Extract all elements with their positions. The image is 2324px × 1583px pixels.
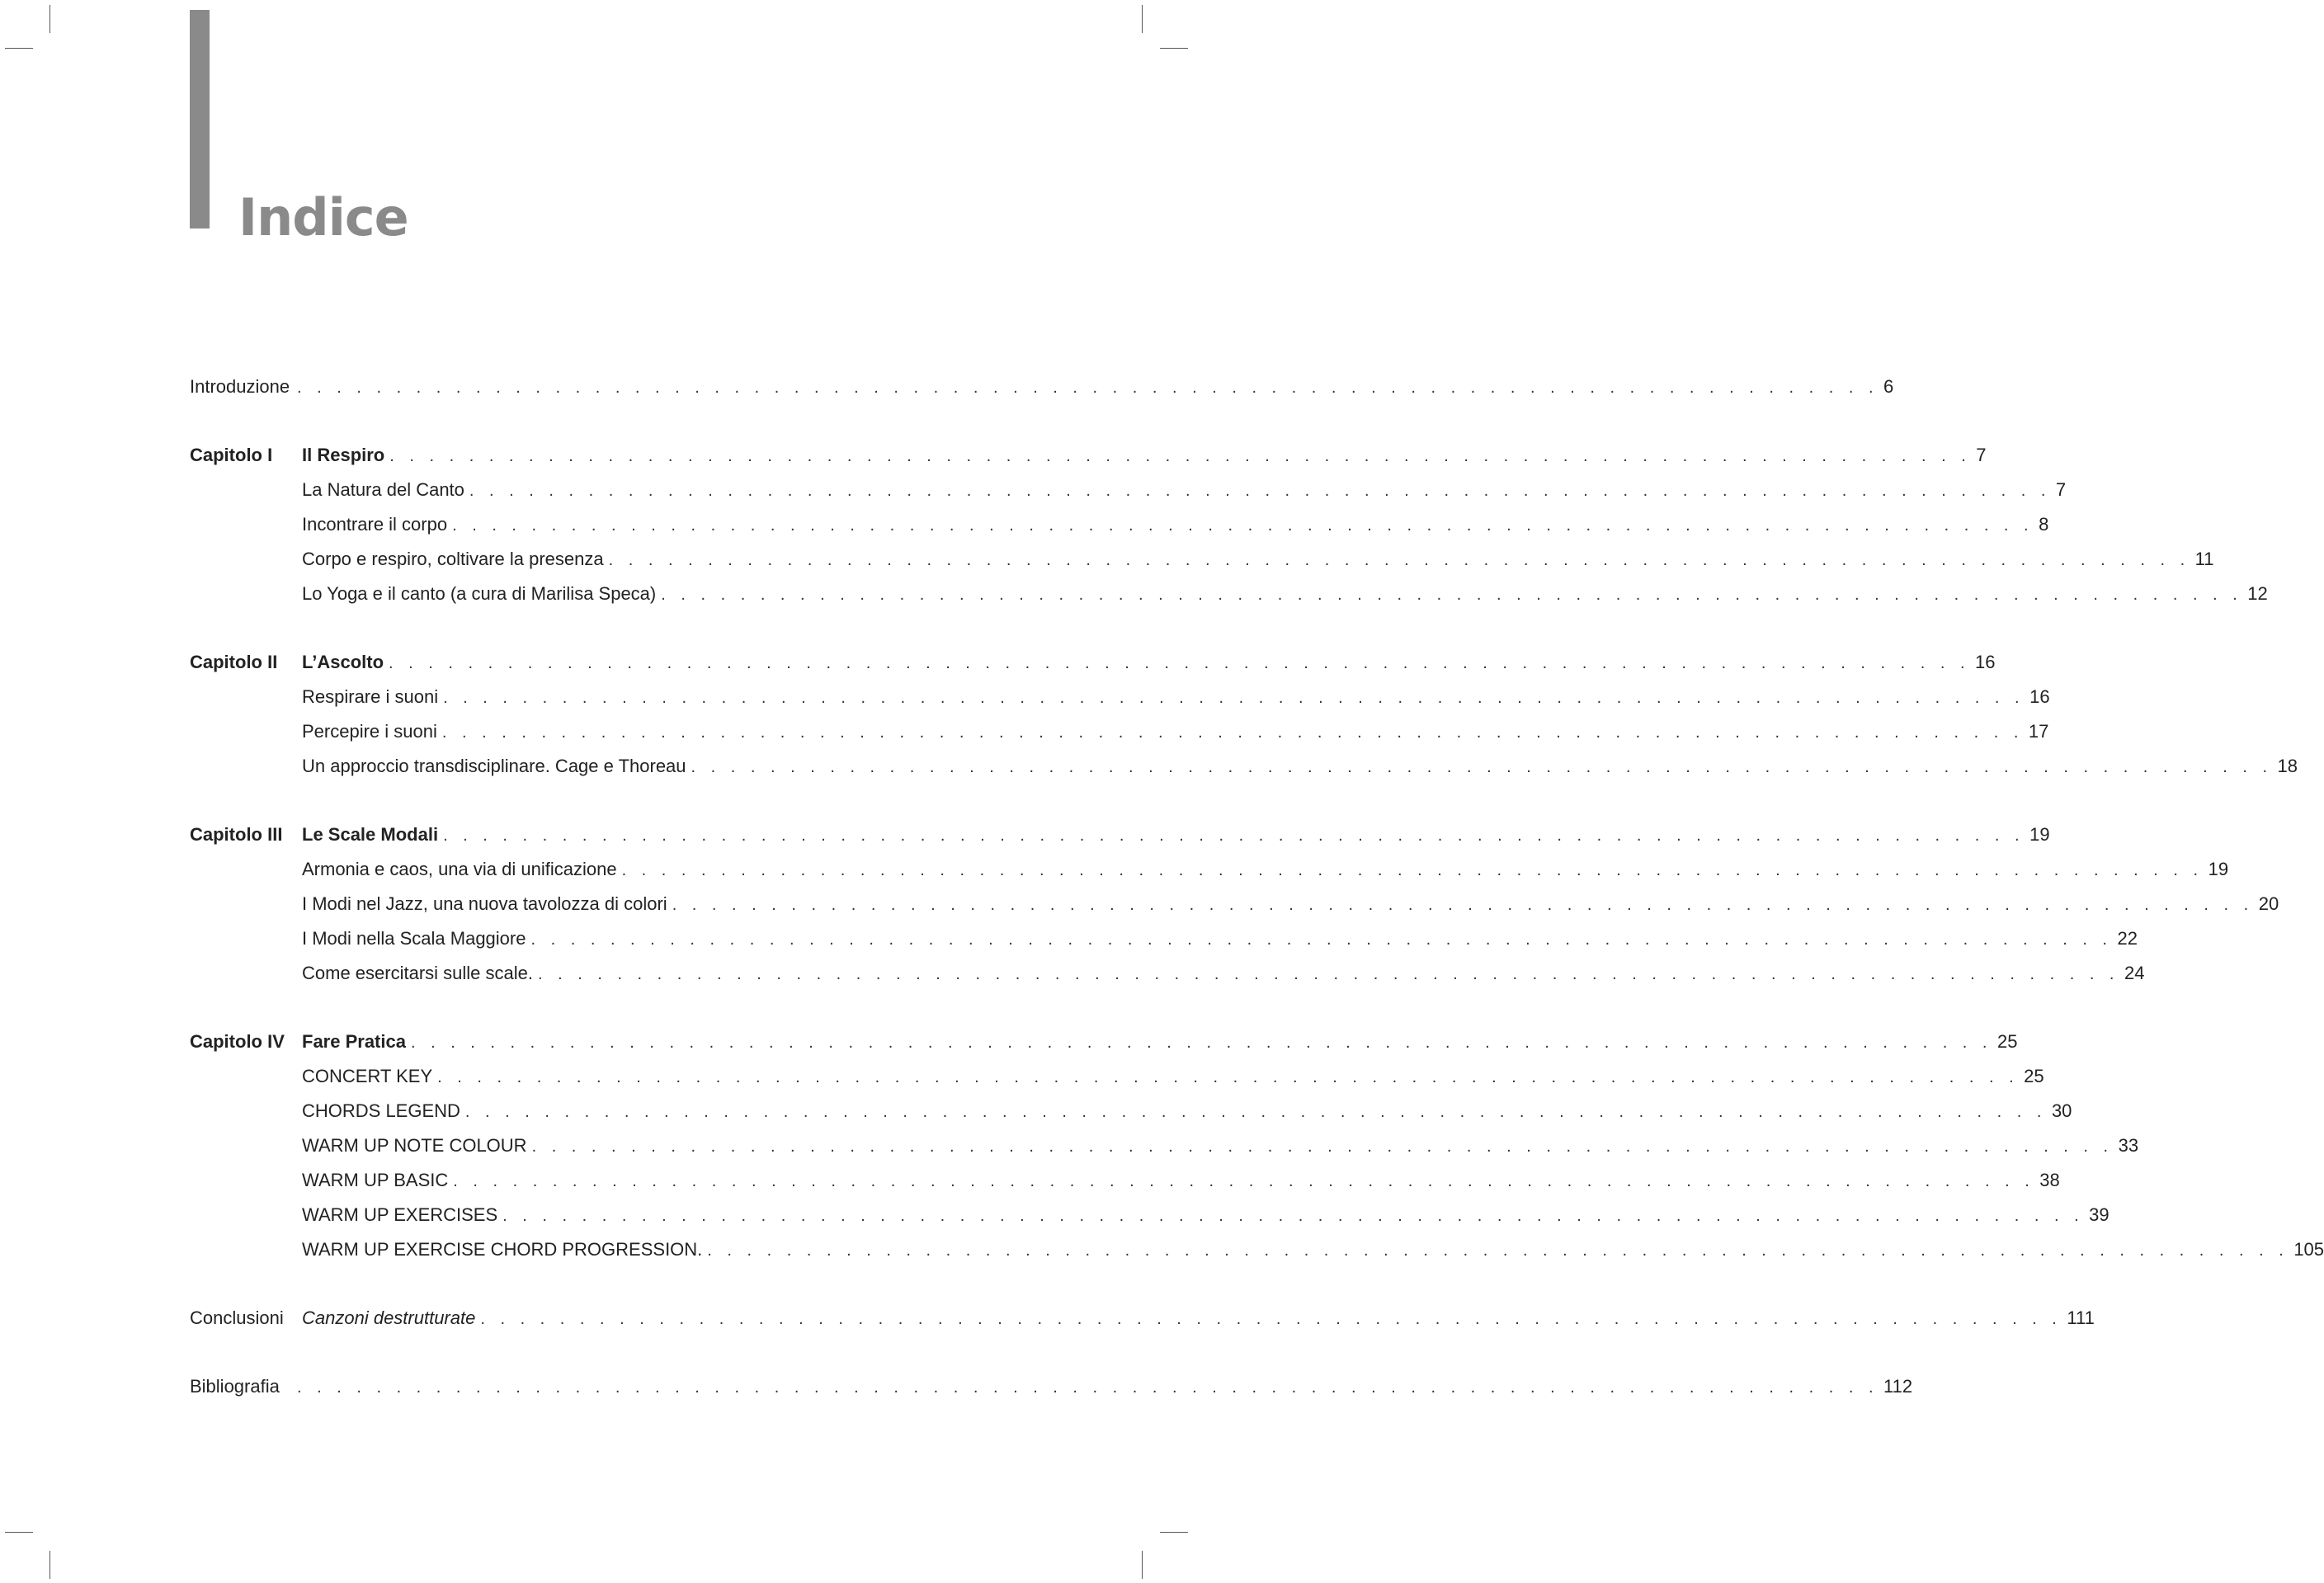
toc-entry-line [302,1198,2110,1233]
toc-entry[interactable] [190,714,2049,749]
toc-page-number: 105 [2293,1239,2324,1260]
dot-leader: . . . . . . . . . . . . . . . . . . . . . . . . . . . . . . . . . . . . . . . . . . . . . . . . . . . . . . . . . . . . . . . . . . . . . . . . . . . . . . . . [530,930,2113,949]
toc-page-number: 19 [2029,824,2050,845]
toc-section-label: Conclusioni [190,1307,284,1328]
toc-entry-title: Canzoni destrutturate [302,1307,476,1328]
crop-mark [1142,5,1143,33]
toc-entry[interactable] [190,680,2050,714]
toc-entry-line [302,749,2298,784]
toc-page-number: 30 [2051,1100,2072,1121]
toc-entry-title: Lo Yoga e il canto (a cura di Marilisa Speca) [302,583,657,604]
crop-mark [5,1532,33,1533]
toc-page-number: 7 [1976,445,1987,465]
toc-entry-line [302,1163,2060,1199]
toc-entry[interactable] [190,956,2145,991]
crop-mark [49,5,50,33]
toc-section-label: Capitolo II [190,652,278,672]
toc-entry-line [302,680,2050,715]
dot-leader: . . . . . . . . . . . . . . . . . . . . . . . . . . . . . . . . . . . . . . . . . . . . . . . . . . . . . . . . . . . . . . . . . . . . . . . . . . . . . . . . [297,1378,1879,1397]
toc-entry[interactable] [190,645,1996,680]
toc-entry-line [302,714,2049,750]
toc-entry[interactable] [190,817,2050,852]
toc-entry-title: WARM UP NOTE COLOUR [302,1135,527,1156]
toc-entry-line [302,577,2268,612]
toc-entry-line [302,817,2050,853]
dot-leader: . . . . . . . . . . . . . . . . . . . . . . . . . . . . . . . . . . . . . . . . . . . . . . . . . . . . . . . . . . . . . . . . . . . . . . . . . . . . . . . . [661,586,2243,604]
table-of-contents [190,370,2324,1404]
toc-entry-title: WARM UP BASIC [302,1170,449,1190]
dot-leader: . . . . . . . . . . . . . . . . . . . . . . . . . . . . . . . . . . . . . . . . . . . . . . . . . . . . . . . . . . . . . . . . . . . . . . . . . . . . . . . . [480,1310,2062,1328]
toc-page-number: 112 [1883,1376,1913,1397]
toc-entry[interactable] [190,438,1987,473]
page-title: Indice [238,187,408,247]
dot-leader: . . . . . . . . . . . . . . . . . . . . . . . . . . . . . . . . . . . . . . . . . . . . . . . . . . . . . . . . . . . . . . . . . . . . . . . . . . . . . . . . [608,551,2190,569]
toc-page-number: 6 [1883,376,1894,397]
toc-page-number: 16 [2029,686,2050,707]
toc-page-number: 8 [2039,514,2049,535]
toc-entry-line [302,542,2214,577]
toc-entry[interactable] [190,1094,2072,1128]
toc-page-number: 22 [2117,928,2138,949]
toc-entry-line [302,1128,2139,1164]
toc-entry-title: Fare Pratica [302,1031,406,1052]
toc-page-number: 18 [2277,756,2298,776]
toc-entry-title: I Modi nel Jazz, una nuova tavolozza di colori [302,893,667,914]
dot-leader: . . . . . . . . . . . . . . . . . . . . . . . . . . . . . . . . . . . . . . . . . . . . . . . . . . . . . . . . . . . . . . . . . . . . . . . . . . . . . . . . [389,447,1972,465]
toc-page-number: 38 [2039,1170,2060,1190]
toc-entry-line [302,1059,2044,1095]
dot-leader: . . . . . . . . . . . . . . . . . . . . . . . . . . . . . . . . . . . . . . . . . . . . . . . . . . . . . . . . . . . . . . . . . . . . . . . . . . . . . . . . [443,827,2025,845]
dot-leader: . . . . . . . . . . . . . . . . . . . . . . . . . . . . . . . . . . . . . . . . . . . . . . . . . . . . . . . . . . . . . . . . . . . . . . . . . . . . . . . . [452,516,2034,535]
toc-page-number: 7 [2055,479,2067,500]
toc-entry[interactable] [190,749,2298,784]
toc-entry-line [302,507,2049,543]
toc-entry-line [302,438,1987,473]
dot-leader: . . . . . . . . . . . . . . . . . . . . . . . . . . . . . . . . . . . . . . . . . . . . . . . . . . . . . . . . . . . . . . . . . . . . . . . . . . . . . . . . [502,1207,2085,1225]
toc-page-number: 111 [2067,1307,2095,1328]
dot-leader: . . . . . . . . . . . . . . . . . . . . . . . . . . . . . . . . . . . . . . . . . . . . . . . . . . . . . . . . . . . . . . . . . . . . . . . . . . . . . . . . [464,1103,2047,1121]
crop-mark [5,48,33,49]
toc-entry-title: Il Respiro [302,445,385,465]
toc-section-label: Capitolo IV [190,1031,285,1052]
dot-leader: . . . . . . . . . . . . . . . . . . . . . . . . . . . . . . . . . . . . . . . . . . . . . . . . . . . . . . . . . . . . . . . . . . . . . . . . . . . . . . . . [443,689,2025,707]
toc-entry-title: WARM UP EXERCISES [302,1204,498,1225]
toc-entry-title: Incontrare il corpo [302,514,448,535]
toc-entry-title: L’Ascolto [302,652,384,672]
toc-entry[interactable] [190,507,2049,542]
toc-section-label: Bibliografia [190,1376,280,1397]
toc-entry[interactable] [190,542,2214,577]
toc-entry-line [302,1232,2324,1268]
title-accent-bar [190,10,210,228]
toc-entry-title: Le Scale Modali [302,824,439,845]
crop-mark [1160,48,1188,49]
toc-entry-title: Come esercitarsi sulle scale. [302,963,533,983]
toc-section-label: Capitolo I [190,445,273,465]
toc-entry[interactable] [190,1369,1913,1404]
toc-entry-title: CONCERT KEY [302,1066,433,1086]
toc-entry-line [302,645,1996,681]
dot-leader: . . . . . . . . . . . . . . . . . . . . . . . . . . . . . . . . . . . . . . . . . . . . . . . . . . . . . . . . . . . . . . . . . . . . . . . . . . . . . . . . [453,1172,2035,1190]
crop-mark [1160,1532,1188,1533]
toc-entry[interactable] [190,1128,2139,1163]
toc-section-label: Capitolo III [190,824,283,845]
toc-page-number: 19 [2208,859,2229,879]
toc-entry-title: Corpo e respiro, coltivare la presenza [302,549,604,569]
toc-entry-line [302,1094,2072,1129]
toc-entry[interactable] [190,1059,2044,1094]
crop-mark [49,1551,50,1579]
toc-page-number: 17 [2028,721,2049,742]
toc-entry[interactable] [190,1301,2095,1336]
dot-leader: . . . . . . . . . . . . . . . . . . . . . . . . . . . . . . . . . . . . . . . . . . . . . . . . . . . . . . . . . . . . . . . . . . . . . . . . . . . . . . . . [437,1068,2020,1086]
dot-leader: . . . . . . . . . . . . . . . . . . . . . . . . . . . . . . . . . . . . . . . . . . . . . . . . . . . . . . . . . . . . . . . . . . . . . . . . . . . . . . . . [441,723,2024,742]
toc-page-number: 33 [2118,1135,2139,1156]
dot-leader: . . . . . . . . . . . . . . . . . . . . . . . . . . . . . . . . . . . . . . . . . . . . . . . . . . . . . . . . . . . . . . . . . . . . . . . . . . . . . . . . [621,861,2204,879]
dot-leader: . . . . . . . . . . . . . . . . . . . . . . . . . . . . . . . . . . . . . . . . . . . . . . . . . . . . . . . . . . . . . . . . . . . . . . . . . . . . . . . . [672,896,2254,914]
dot-leader: . . . . . . . . . . . . . . . . . . . . . . . . . . . . . . . . . . . . . . . . . . . . . . . . . . . . . . . . . . . . . . . . . . . . . . . . . . . . . . . . [297,379,1879,397]
toc-page-number: 12 [2247,583,2268,604]
toc-entry[interactable] [190,577,2268,611]
toc-entry[interactable] [190,852,2229,887]
toc-entry-line [297,1369,1913,1405]
toc-page-number: 39 [2089,1204,2110,1225]
toc-entry[interactable] [190,1163,2060,1198]
toc-entry-title: Un approccio transdisciplinare. Cage e Thoreau [302,756,686,776]
toc-entry[interactable] [190,887,2279,921]
toc-entry-title: La Natura del Canto [302,479,464,500]
toc-entry-line [302,1301,2095,1336]
toc-entry-title: WARM UP EXERCISE CHORD PROGRESSION. [302,1239,703,1260]
toc-entry[interactable] [190,1025,2018,1059]
toc-entry-line [302,852,2229,888]
toc-page-number: 25 [2024,1066,2044,1086]
toc-entry-title: Percepire i suoni [302,721,437,742]
toc-entry[interactable] [190,921,2138,956]
toc-page-number: 25 [1996,1031,2018,1052]
toc-page-number: 20 [2258,893,2279,914]
dot-leader: . . . . . . . . . . . . . . . . . . . . . . . . . . . . . . . . . . . . . . . . . . . . . . . . . . . . . . . . . . . . . . . . . . . . . . . . . . . . . . . . [537,965,2119,983]
crop-mark [1142,1551,1143,1579]
toc-entry-line [297,370,1894,405]
toc-entry-line [302,473,2067,508]
toc-entry[interactable] [190,370,1894,404]
toc-entry-title: Armonia e caos, una via di unificazione [302,859,617,879]
dot-leader: . . . . . . . . . . . . . . . . . . . . . . . . . . . . . . . . . . . . . . . . . . . . . . . . . . . . . . . . . . . . . . . . . . . . . . . . . . . . . . . . [469,482,2051,500]
toc-page-number: 16 [1975,652,1996,672]
toc-entry-line [302,921,2138,957]
dot-leader: . . . . . . . . . . . . . . . . . . . . . . . . . . . . . . . . . . . . . . . . . . . . . . . . . . . . . . . . . . . . . . . . . . . . . . . . . . . . . . . . [707,1241,2289,1260]
dot-leader: . . . . . . . . . . . . . . . . . . . . . . . . . . . . . . . . . . . . . . . . . . . . . . . . . . . . . . . . . . . . . . . . . . . . . . . . . . . . . . . . [531,1138,2114,1156]
dot-leader: . . . . . . . . . . . . . . . . . . . . . . . . . . . . . . . . . . . . . . . . . . . . . . . . . . . . . . . . . . . . . . . . . . . . . . . . . . . . . . . . [389,654,1971,672]
dot-leader: . . . . . . . . . . . . . . . . . . . . . . . . . . . . . . . . . . . . . . . . . . . . . . . . . . . . . . . . . . . . . . . . . . . . . . . . . . . . . . . . [691,758,2273,776]
toc-section-label: Introduzione [190,376,290,397]
toc-entry-line [302,956,2145,992]
toc-entry[interactable] [190,1232,2324,1267]
toc-page-number: 11 [2194,549,2214,569]
toc-entry-title: Respirare i suoni [302,686,439,707]
toc-entry-title: CHORDS LEGEND [302,1100,460,1121]
toc-entry[interactable] [190,473,2067,507]
toc-entry-line [302,1025,2018,1060]
toc-entry[interactable] [190,1198,2110,1232]
toc-entry-line [302,887,2279,922]
dot-leader: . . . . . . . . . . . . . . . . . . . . . . . . . . . . . . . . . . . . . . . . . . . . . . . . . . . . . . . . . . . . . . . . . . . . . . . . . . . . . . . . [410,1034,1992,1052]
toc-entry-title: I Modi nella Scala Maggiore [302,928,526,949]
toc-page-number: 24 [2124,963,2145,983]
